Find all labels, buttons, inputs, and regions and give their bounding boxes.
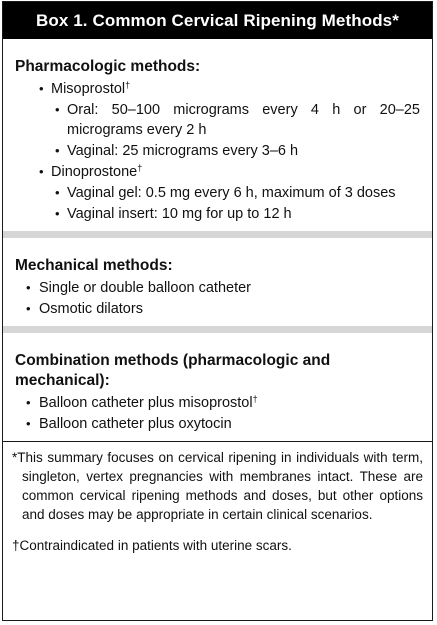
mechanical-heading: Mechanical methods:: [15, 257, 173, 274]
pharmacologic-heading: Pharmacologic methods:: [15, 58, 201, 75]
combination-list: [15, 393, 420, 434]
footnotes: [3, 441, 432, 555]
combination-section: [3, 333, 432, 441]
list-item-balloon-catheter: • Single or double balloon catheter: [15, 278, 420, 298]
list-item-balloon-oxytocin: • Balloon catheter plus oxytocin: [15, 414, 420, 434]
list-item-dinoprostone-insert: • Vaginal insert: 10 mg for up to 12 h: [48, 204, 420, 224]
box-title: Box 1. Common Cervical Ripening Methods*: [3, 2, 432, 39]
mechanical-section: [3, 238, 432, 326]
footnote-asterisk: *This summary focuses on cervical ripening in individuals with term, singleton, vertex pregnancies with membranes intact. These are common cervical ripening methods and doses, but other options and doses may be appropriate in certain clinical scenarios.: [12, 450, 423, 522]
combination-heading: Combination methods (pharmacologic and mechanical):: [15, 352, 331, 389]
pharmacologic-section: [3, 39, 432, 231]
pharmacologic-list: [15, 79, 420, 224]
list-item-balloon-misoprostol: [15, 393, 420, 413]
dinoprostone-label: Dinoprostone: [51, 164, 138, 180]
misoprostol-sublist: [15, 100, 420, 161]
dinoprostone-sublist: [15, 183, 420, 224]
list-item-dinoprostone-gel: • Vaginal gel: 0.5 mg every 6 h, maximum of 3 doses: [48, 183, 420, 203]
footnote-dagger: †Contraindicated in patients with uterine scars.: [12, 538, 292, 553]
dagger-mark: †: [252, 394, 258, 404]
info-box: [2, 1, 433, 621]
dagger-mark: †: [137, 163, 143, 173]
list-item-misoprostol-vaginal: • Vaginal: 25 micrograms every 3–6 h: [48, 141, 420, 161]
list-item-osmotic-dilators: • Osmotic dilators: [15, 299, 420, 319]
mechanical-list: [15, 278, 420, 319]
list-item-misoprostol-oral: • Oral: 50–100 micrograms every 4 h or 20–25 micrograms every 2 h: [48, 100, 420, 140]
section-divider: [3, 231, 432, 238]
section-divider: [3, 326, 432, 333]
dagger-mark: †: [125, 80, 131, 90]
misoprostol-label: Misoprostol: [51, 81, 126, 97]
list-item-dinoprostone: [15, 162, 420, 182]
balloon-misoprostol-label: Balloon catheter plus misoprostol: [39, 395, 253, 411]
list-item-misoprostol: [15, 79, 420, 99]
